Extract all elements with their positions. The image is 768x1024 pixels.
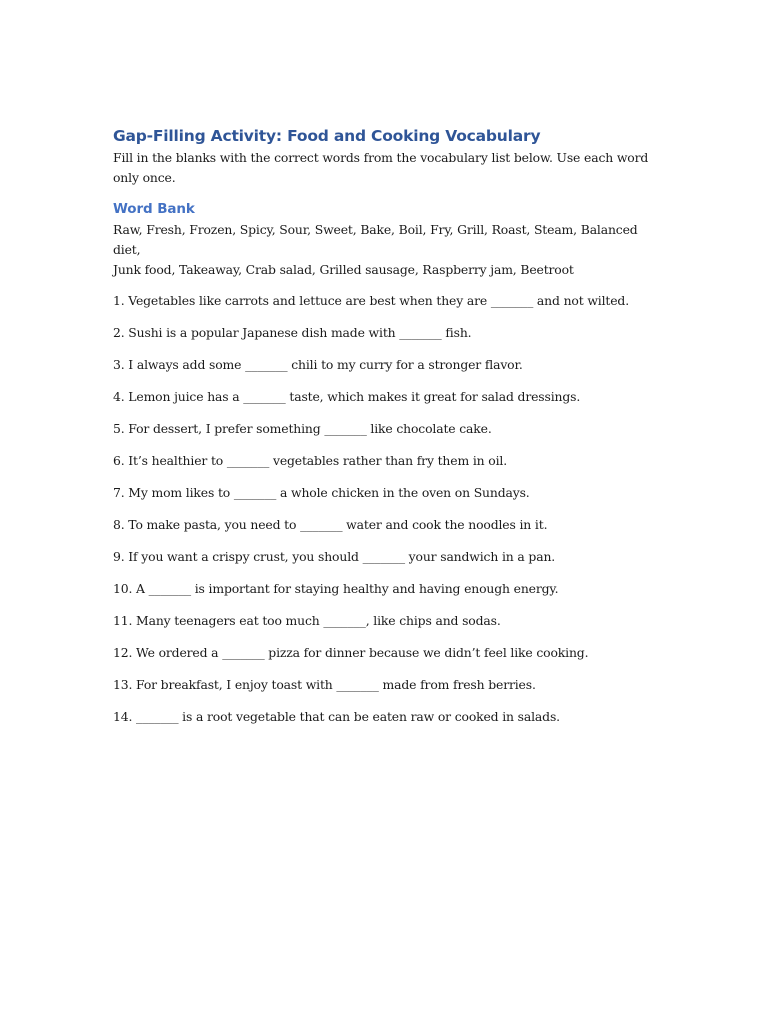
question-item: 7. My mom likes to _______ a whole chicken in the oven on Sundays. [113,485,530,500]
question-item: 6. It’s healthier to _______ vegetables rather than fry them in oil. [113,453,507,468]
question-item: 1. Vegetables like carrots and lettuce are best when they are _______ and not wilted. [113,293,629,308]
question-list [113,291,658,727]
question-item: 2. Sushi is a popular Japanese dish made with _______ fish. [113,325,472,340]
word-bank-line: Junk food, Takeaway, Crab salad, Grilled sausage, Raspberry jam, Beetroot [113,262,574,277]
question-item: 10. A _______ is important for staying healthy and having enough energy. [113,581,559,596]
word-bank-heading: Word Bank [113,201,195,217]
question-item: 13. For breakfast, I enjoy toast with _______ made from fresh berries. [113,677,536,692]
question-item: 3. I always add some _______ chili to my curry for a stronger flavor. [113,357,523,372]
question-item: 11. Many teenagers eat too much _______, like chips and sodas. [113,613,501,628]
document-content [113,125,658,739]
instructions-paragraph: Fill in the blanks with the correct words from the vocabulary list below. Use each word only once. [113,150,649,185]
question-item: 4. Lemon juice has a _______ taste, which makes it great for salad dressings. [113,389,581,404]
word-bank [113,220,658,280]
question-item: 9. If you want a crispy crust, you should _______ your sandwich in a pan. [113,549,556,564]
document-title: Gap-Filling Activity: Food and Cooking Vocabulary [113,127,541,145]
question-item: 12. We ordered a _______ pizza for dinner because we didn’t feel like cooking. [113,645,589,660]
question-item: 14. _______ is a root vegetable that can be eaten raw or cooked in salads. [113,709,560,724]
question-item: 8. To make pasta, you need to _______ water and cook the noodles in it. [113,517,548,532]
question-item: 5. For dessert, I prefer something _______ like chocolate cake. [113,421,492,436]
word-bank-line: Raw, Fresh, Frozen, Spicy, Sour, Sweet, Bake, Boil, Fry, Grill, Roast, Steam, Balanced diet, [113,222,638,257]
